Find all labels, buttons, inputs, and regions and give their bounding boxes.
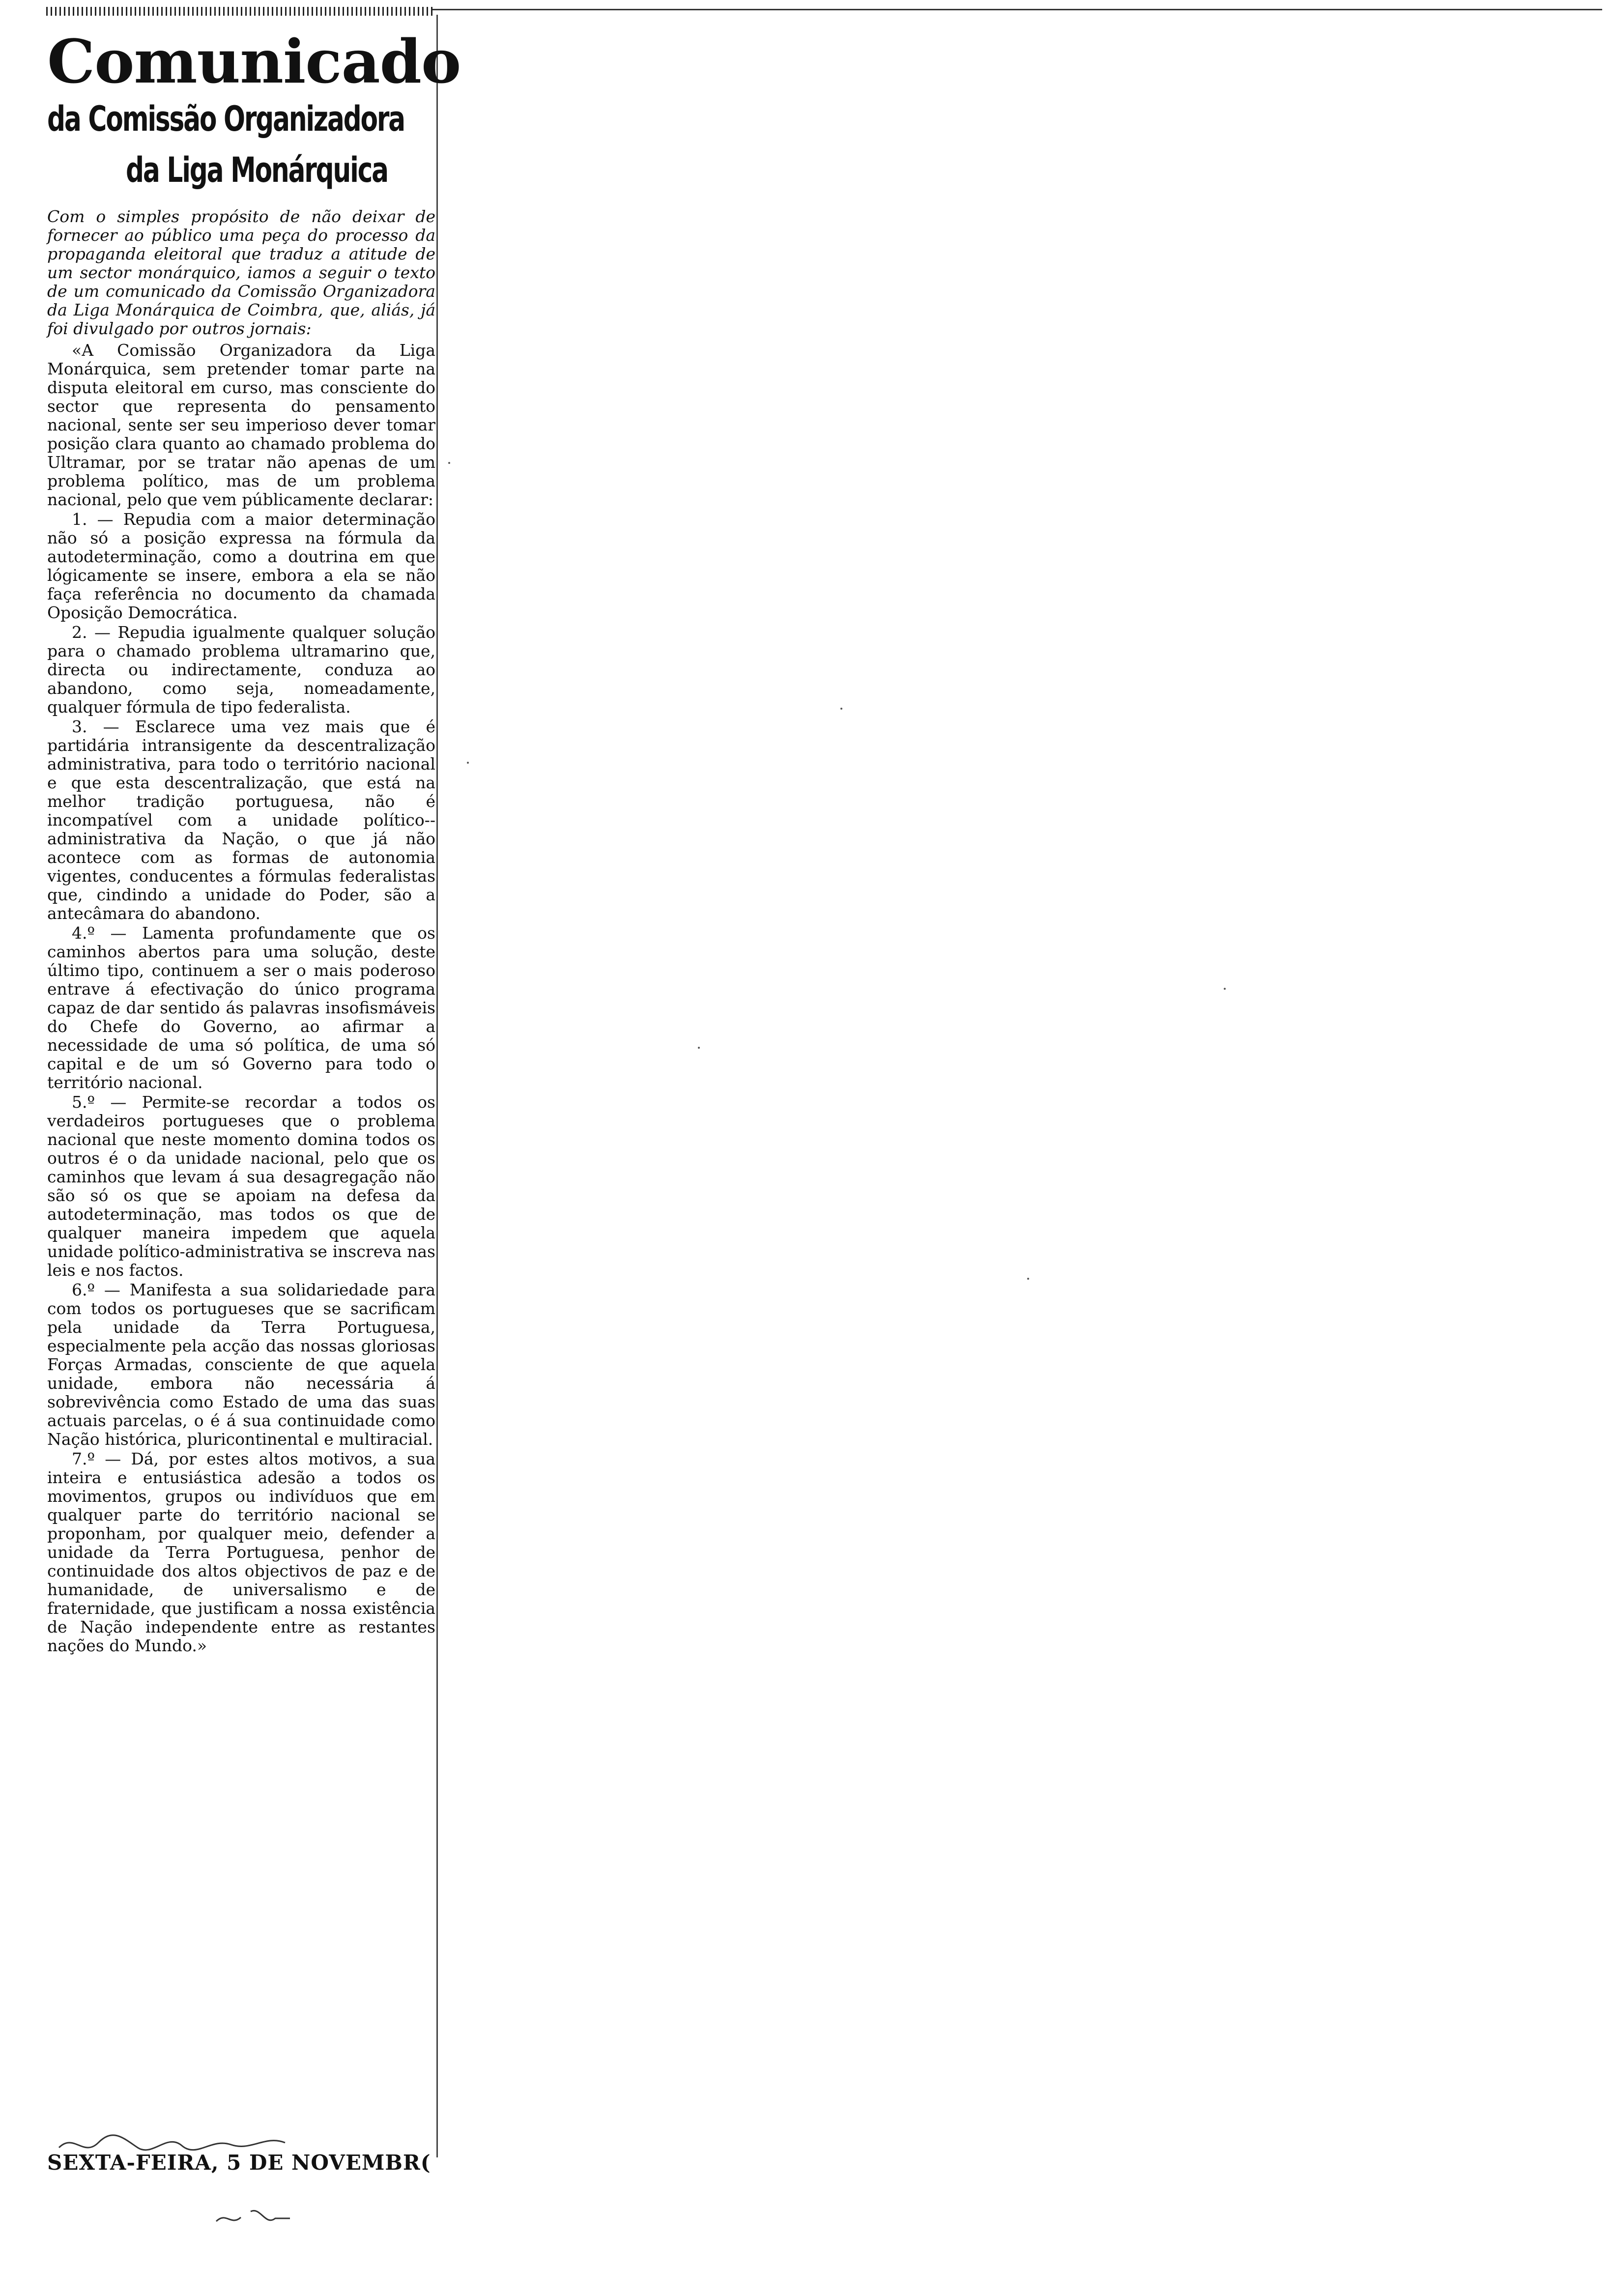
paper-speck	[840, 708, 842, 710]
body-paragraph: 4.º — Lamenta profundamente que os caminhos abertos para uma solução, deste último tipo, continuem a ser o mais poderoso entrave á efectivação do único programa capaz de dar sentido ás palavras insofismáveis do Chefe do Governo, ao afirmar a necessidade de uma só política, de uma só capital e de um só Governo para todo o território nacional.	[47, 923, 435, 1092]
paper-speck	[698, 1047, 700, 1049]
body-paragraph: 3. — Esclarece uma vez mais que é partidária intransigente da descentralização administrativa, para todo o território nacional e que esta descentralização, que está na melhor tradição portuguesa, não é incompatível com a unidade político--administrativa da Nação, o que já não acontece com as formas de autonomia vigentes, conducentes a fórmulas federalistas que, cindindo a unidade do Poder, são a antecâmara do abandono.	[47, 717, 435, 923]
article-intro: Com o simples propósito de não deixar de fornecer ao público uma peça do processo da propaganda eleitoral que traduz a atitude de um sector monárquico, iamos a seguir o texto de um comunicado da Comissão Organizadora da Liga Monárquica de Coimbra, que, aliás, já foi divulgado por outros jornais:	[47, 207, 435, 338]
issue-dateline: SEXTA-FEIRA, 5 DE NOVEMBR(	[47, 2151, 431, 2175]
body-paragraph: 2. — Repudia igualmente qualquer solução para o chamado problema ultramarino que, directa ou indirectamente, conduza ao abandono, como seja, nomeadamente, qualquer fórmula de tipo federalista.	[47, 623, 435, 717]
body-paragraph: 6.º — Manifesta a sua solidariedade para com todos os portugueses que se sacrificam pela unidade da Terra Portuguesa, especialmente pela acção das nossas gloriosas Forças Armadas, consciente de que aquela unidade, embora não necessária á sobrevivência como Estado de uma das suas actuais parcelas, o é á sua continuidade como Nação histórica, pluricontinental e multiracial.	[47, 1280, 435, 1449]
paper-speck	[1027, 1278, 1029, 1280]
body-paragraph: 1. — Repudia com a maior determinação não só a posição expressa na fórmula da autodeterminação, como a doutrina em que lógicamente se insere, embora a ela se não faça referência no documento da chamada Oposição Democrática.	[47, 510, 435, 622]
article-subhead-line1: da Comissão Organizadora	[47, 99, 404, 139]
body-paragraph: 7.º — Dá, por estes altos motivos, a sua inteira e entusiástica adesão a todos os movimentos, grupos ou indivíduos que em qualquer parte do território nacional se proponham, por qualquer meio, defender a unidade da Terra Portuguesa, penhor de continuidade dos altos objectivos de paz e de humanidade, de universalismo e de fraternidade, que justificam a nossa existência de Nação independente entre as restantes nações do Mundo.»	[47, 1449, 435, 1655]
article-subhead-line2: da Liga Monárquica	[126, 150, 388, 190]
body-paragraph: 5.º — Permite-se recordar a todos os verdadeiros portugueses que o problema nacional que neste momento domina todos os outros é o da unidade nacional, pelo que os caminhos que levam á sua desagregação não são só os que se apoiam na defesa da autodeterminação, mas todos os que de qualquer maneira impedem que aquela unidade político-administrativa se inscreva nas leis e nos factos.	[47, 1092, 435, 1280]
paper-speck	[448, 462, 450, 464]
top-border-rule	[46, 7, 434, 16]
article-headline: Comunicado	[47, 26, 461, 97]
paper-speck	[467, 762, 469, 764]
body-paragraph: «A Comissão Organizadora da Liga Monárquica, sem pretender tomar parte na disputa eleitoral em curso, mas consciente do sector que representa do pensamento nacional, sente ser seu imperioso dever tomar posição clara quanto ao chamado problema do Ultramar, por se tratar não apenas de um problema político, mas de um problema nacional, pelo que vem públicamente declarar:	[47, 341, 435, 509]
handwritten-annotation	[54, 2113, 329, 2241]
article-body	[47, 341, 435, 1655]
page-top-rule	[432, 9, 1602, 10]
column-divider	[436, 15, 438, 2157]
article-column	[47, 20, 461, 2197]
paper-speck	[1224, 988, 1226, 990]
